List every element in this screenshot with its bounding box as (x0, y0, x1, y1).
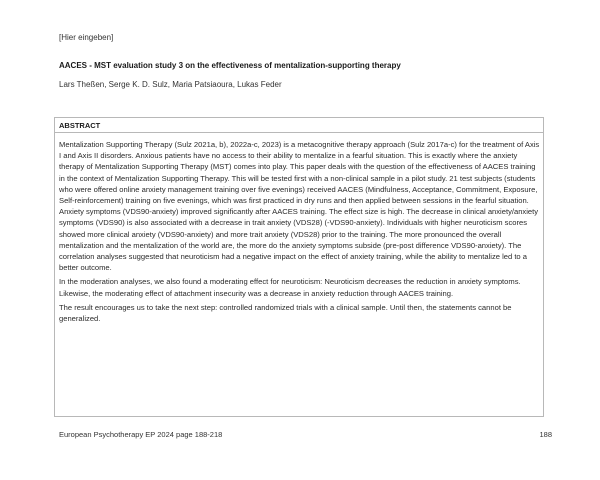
page-number: 188 (539, 430, 552, 439)
abstract-heading: ABSTRACT (59, 121, 101, 130)
abstract-paragraph: In the moderation analyses, we also found a moderating effect for neuroticism: Neuroticism decreases the reduction in anxiety symptoms. Likewise, the moderating effect of attachment insecurity was a decrease in anxiety reduction through AACES training. (59, 277, 521, 298)
abstract-body (59, 139, 541, 327)
article-title: AACES - MST evaluation study 3 on the effectiveness of mentalization-supporting therapy (59, 61, 401, 70)
abstract-paragraph: Mentalization Supporting Therapy (Sulz 2021a, b), 2022a-c, 2023) is a metacognitive therapy approach (Sulz 2017a-c) for the treatment of Axis I and Axis II disorders. Anxious patients have no access to their ability to mentalize in a fearful situation. This is exactly where the anxiety therapy of Mentalization Supporting Therapy (MST) comes into play. This paper deals with the question of the effectiveness of AACES training in the context of Mentalization Supporting Therapy. This will be tested first with a non-clinical sample in a pilot study. 21 test subjects (students who were offered online anxiety management training over five evenings) received AACES (Mindfulness, Acceptance, Commitment, Exposure, Self-reinforcement) training on five evenings, which was first practiced in dry runs and then applied between sessions in the fearful situation. Anxiety symptoms (VDS90-anxiety) improved significantly after AACES training. The effect size is high. The decrease in clinical anxiety/anxiety symptoms (VDS90) is also associated with a decrease in trait anxiety (VDS28) (-VDS90-anxiety). Individuals with higher neuroticism scores showed more clinical anxiety (VDS90-anxiety) and more trait anxiety (VDS28) prior to the training. The more pronounced the overall mentalization and the mentalization of the world are, the more do the anxiety symptoms subside (pre-post difference VDS90-anxiety). The correlation analyses suggested that neuroticism had a negative impact on the effect of anxiety training, while the ability to mentalize led to a better outcome. (59, 140, 540, 273)
article-authors: Lars Theßen, Serge K. D. Sulz, Maria Patsiaoura, Lukas Feder (59, 80, 282, 89)
abstract-box (54, 117, 544, 417)
header-placeholder: [Hier eingeben] (59, 33, 114, 42)
footer-journal: European Psychotherapy EP 2024 page 188-218 (59, 430, 223, 439)
abstract-header (55, 118, 543, 133)
abstract-paragraph: The result encourages us to take the next step: controlled randomized trials with a clinical sample. Until then, the statements cannot be generalized. (59, 302, 512, 324)
